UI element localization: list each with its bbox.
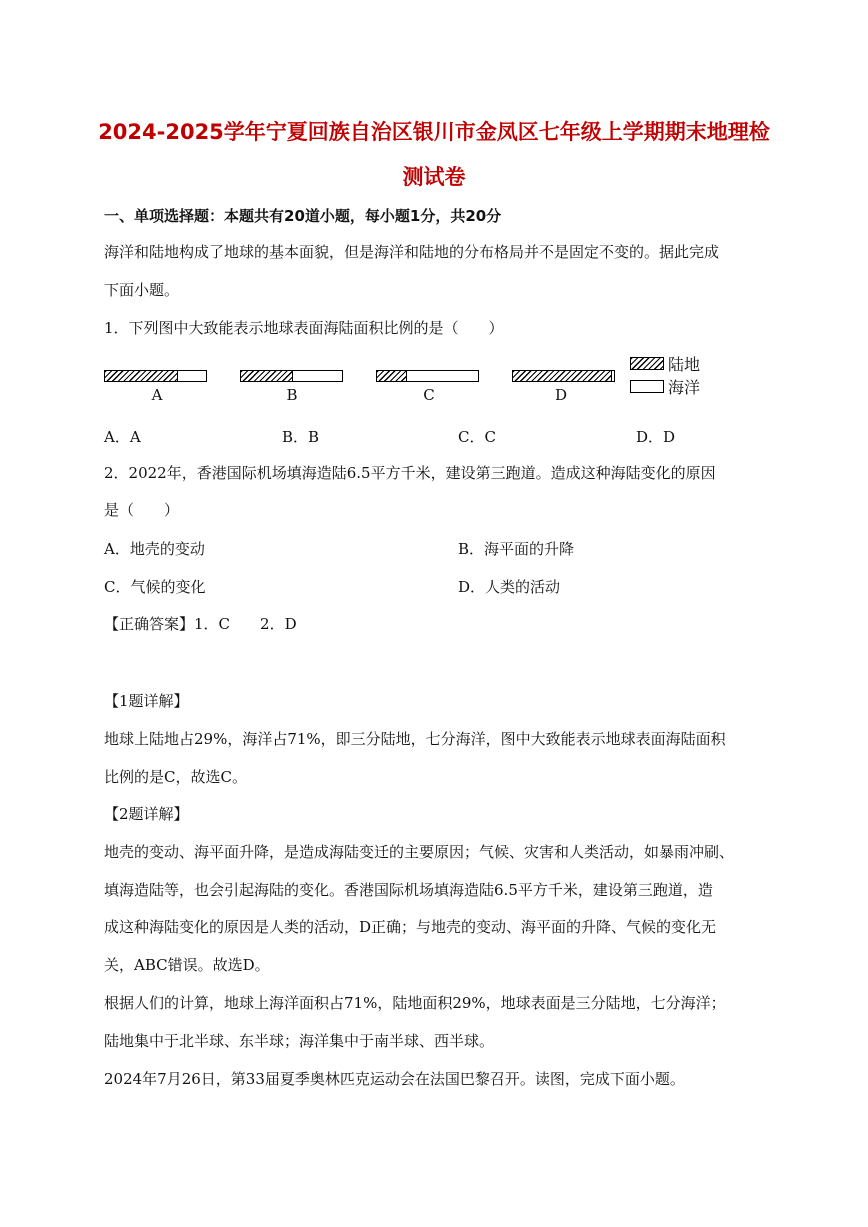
detail-2-line-6: 陆地集中于北半球、东半球；海洋集中于南半球、西半球。 xyxy=(104,1032,495,1050)
bar-b-land xyxy=(241,371,293,381)
detail-2-line-4: 关，ABC错误。故选D。 xyxy=(104,956,270,974)
bar-label-c: C xyxy=(423,386,435,404)
detail-1-line-1: 地球上陆地占29%，海洋占71%，即三分陆地，七分海洋，图中大致能表示地球表面海陆面积 xyxy=(104,730,726,748)
bar-d xyxy=(512,370,615,382)
bar-c xyxy=(376,370,479,382)
q2-option-a: A．地壳的变动 xyxy=(104,540,205,558)
bar-a-land xyxy=(105,371,178,381)
question-2-line-2: 是（ ） xyxy=(104,501,180,519)
intro-text-2: 下面小题。 xyxy=(104,281,180,299)
bar-d-land xyxy=(513,371,612,381)
bar-a xyxy=(104,370,207,382)
section-heading: 一、单项选择题：本题共有20道小题，每小题1分，共20分 xyxy=(104,207,502,225)
detail-2-line-5: 根据人们的计算，地球上海洋面积占71%，陆地面积29%，地球表面是三分陆地，七分海洋； xyxy=(104,994,726,1012)
detail-2-line-2: 填海造陆等，也会引起海陆的变化。香港国际机场填海造陆6.5平方千米，建设第三跑道，造 xyxy=(104,881,713,899)
legend-ocean-swatch xyxy=(630,380,664,393)
bar-b xyxy=(240,370,343,382)
detail-2-line-1: 地壳的变动、海平面升降，是造成海陆变迁的主要原因；气候、灾害和人类活动，如暴雨冲刷、 xyxy=(104,843,735,861)
document-title-line-2: 测试卷 xyxy=(402,165,466,189)
q1-option-b: B．B xyxy=(282,428,320,446)
question-1: 1．下列图中大致能表示地球表面海陆面积比例的是（ ） xyxy=(104,319,504,337)
legend-land-swatch xyxy=(630,357,664,370)
detail-2-heading: 【2题详解】 xyxy=(104,805,189,823)
q2-option-d: D．人类的活动 xyxy=(458,578,561,596)
next-question-intro: 2024年7月26日，第33届夏季奥林匹克运动会在法国巴黎召开。读图，完成下面小题。 xyxy=(104,1070,685,1088)
q2-option-b: B．海平面的升降 xyxy=(458,540,575,558)
bar-label-a: A xyxy=(151,386,163,404)
legend-land-label: 陆地 xyxy=(668,355,701,374)
detail-1-line-2: 比例的是C，故选C。 xyxy=(104,768,247,786)
detail-1-heading: 【1题详解】 xyxy=(104,692,189,710)
answer-line: 【正确答案】1．C 2．D xyxy=(104,615,297,633)
bar-label-d: D xyxy=(554,386,568,404)
q1-option-d: D．D xyxy=(636,428,676,446)
legend-ocean-label: 海洋 xyxy=(668,378,701,397)
q2-option-c: C．气候的变化 xyxy=(104,578,206,596)
q1-option-c: C．C xyxy=(458,428,496,446)
bar-label-b: B xyxy=(286,386,298,404)
bar-c-land xyxy=(377,371,407,381)
q1-option-a: A．A xyxy=(104,428,141,446)
document-title-line-1: 2024-2025学年宁夏回族自治区银川市金凤区七年级上学期期末地理检 xyxy=(98,120,770,144)
question-2-line-1: 2．2022年，香港国际机场填海造陆6.5平方千米，建设第三跑道。造成这种海陆变化的原因 xyxy=(104,464,716,482)
intro-text-1: 海洋和陆地构成了地球的基本面貌，但是海洋和陆地的分布格局并不是固定不变的。据此完成 xyxy=(104,243,720,261)
detail-2-line-3: 成这种海陆变化的原因是人类的活动，D正确；与地壳的变动、海平面的升降、气候的变化无 xyxy=(104,918,717,936)
